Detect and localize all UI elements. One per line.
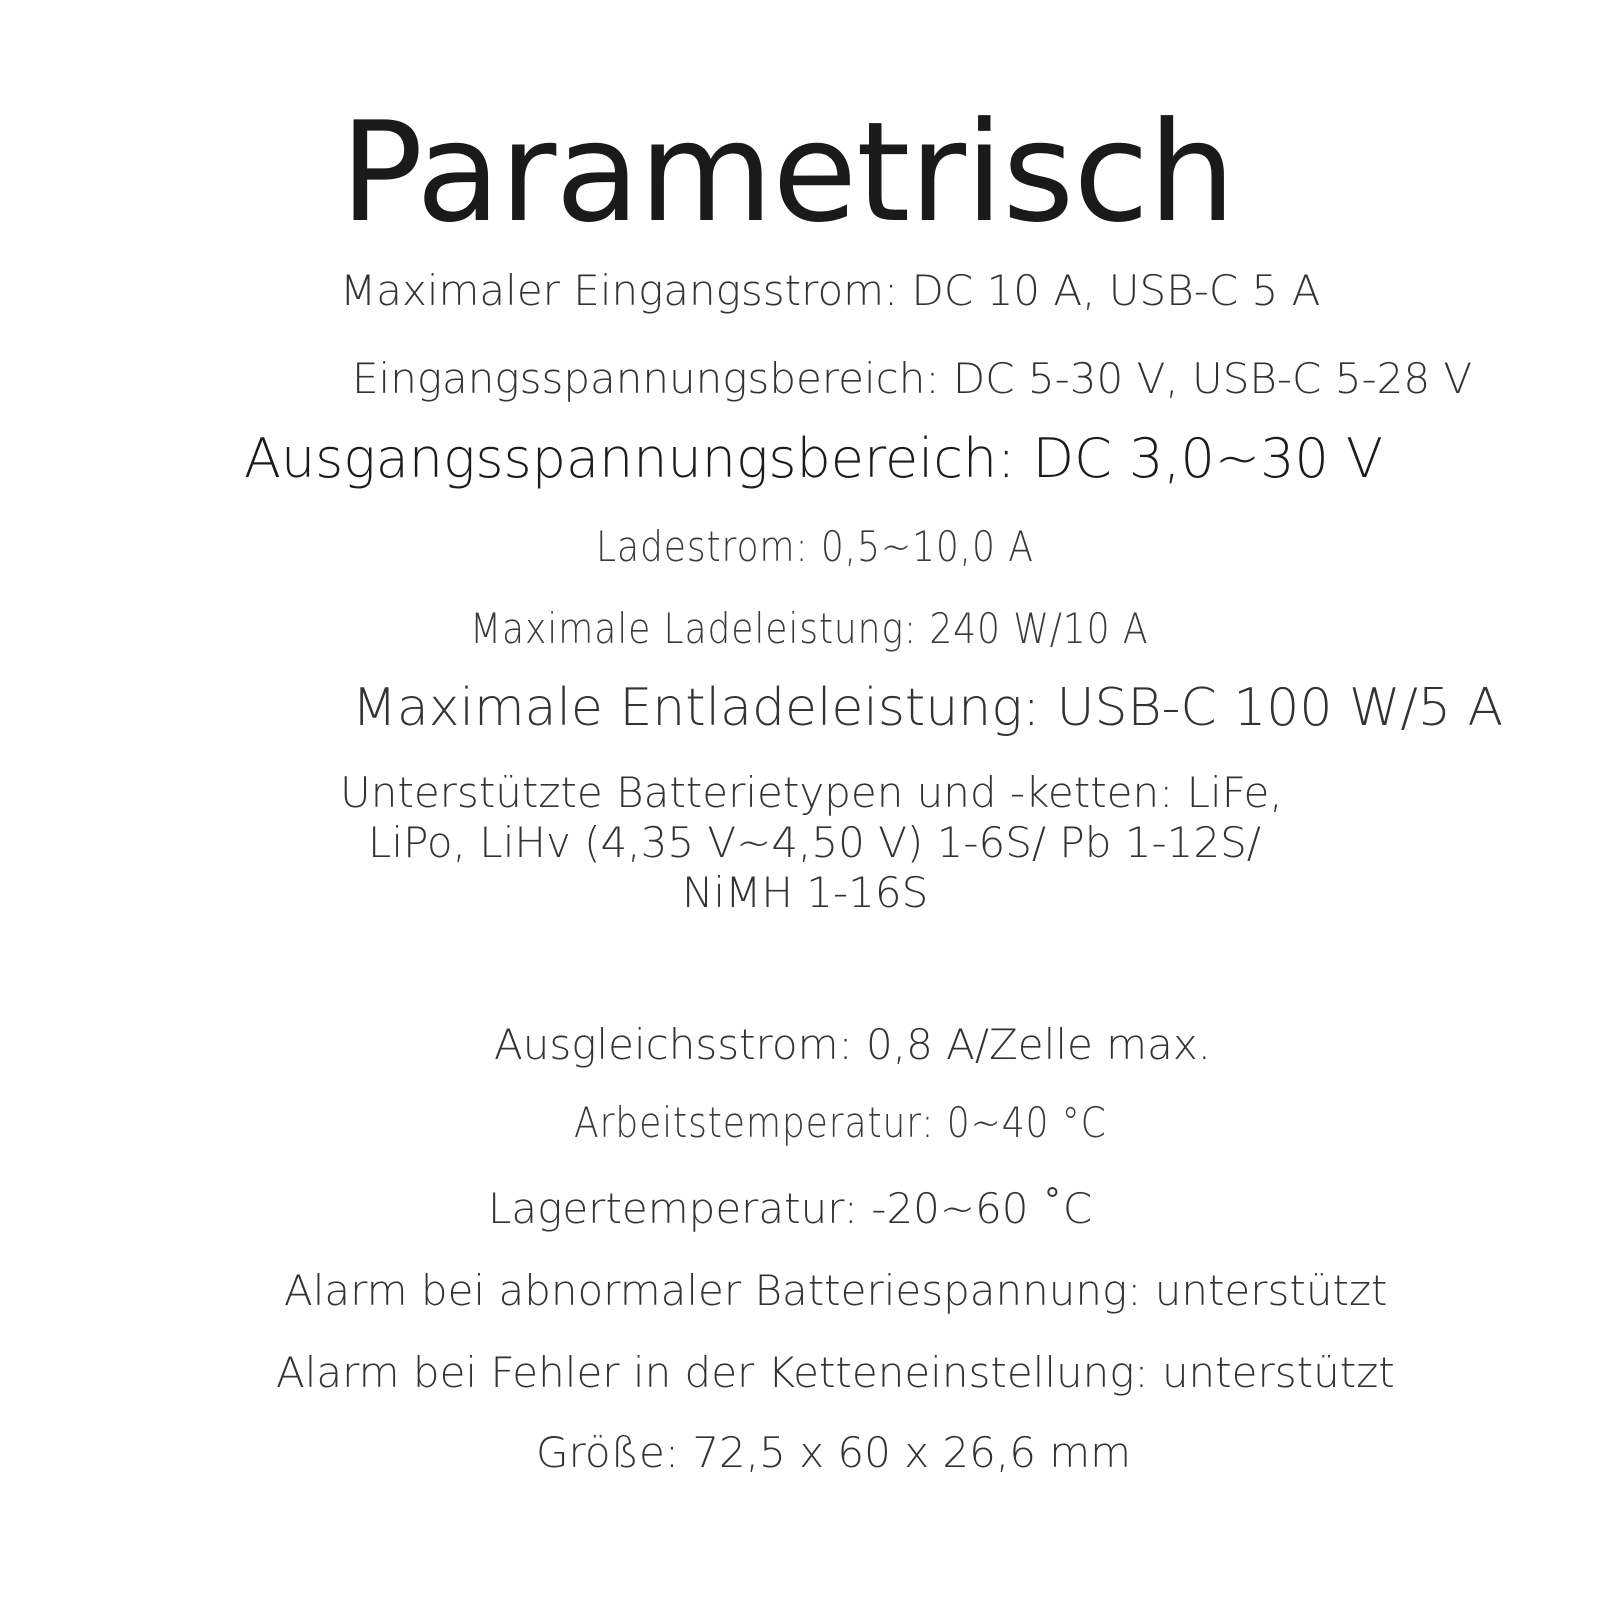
spec-input-current: Maximaler Eingangsstrom: DC 10 A, USB-C 5 A: [340, 266, 1321, 315]
spec-max-charge-power: Maximale Ladeleistung: 240 W/10 A: [470, 604, 1149, 653]
spec-output-voltage: Ausgangsspannungsbereich: DC 3,0~30 V: [244, 427, 1383, 490]
spec-battery-types-line-3: NiMH 1-16S: [682, 868, 929, 917]
page-title: Parametrisch: [340, 92, 1235, 253]
spec-battery-types-line-1: Unterstützte Batterietypen und -ketten: LiFe,: [340, 768, 1283, 817]
spec-alarm-chain: Alarm bei Fehler in der Ketteneinstellung: unterstützt: [276, 1348, 1395, 1397]
spec-battery-types-line-2: LiPo, LiHv (4,35 V~4,50 V) 1-6S/ Pb 1-12S/: [368, 818, 1261, 867]
spec-balance-current: Ausgleichsstrom: 0,8 A/Zelle max.: [494, 1020, 1212, 1069]
spec-max-discharge-power: Maximale Entladeleistung: USB-C 100 W/5 A: [352, 678, 1504, 738]
spec-alarm-voltage: Alarm bei abnormaler Batteriespannung: unterstützt: [284, 1266, 1388, 1315]
spec-working-temp: Arbeitstemperatur: 0~40 °C: [574, 1098, 1107, 1147]
spec-storage-temp: Lagertemperatur: -20~60 ˚C: [488, 1184, 1093, 1233]
spec-input-voltage: Eingangsspannungsbereich: DC 5-30 V, USB-C 5-28 V: [352, 354, 1473, 403]
spec-size: Größe: 72,5 x 60 x 26,6 mm: [536, 1428, 1132, 1477]
spec-charge-current: Ladestrom: 0,5~10,0 A: [596, 522, 1034, 571]
